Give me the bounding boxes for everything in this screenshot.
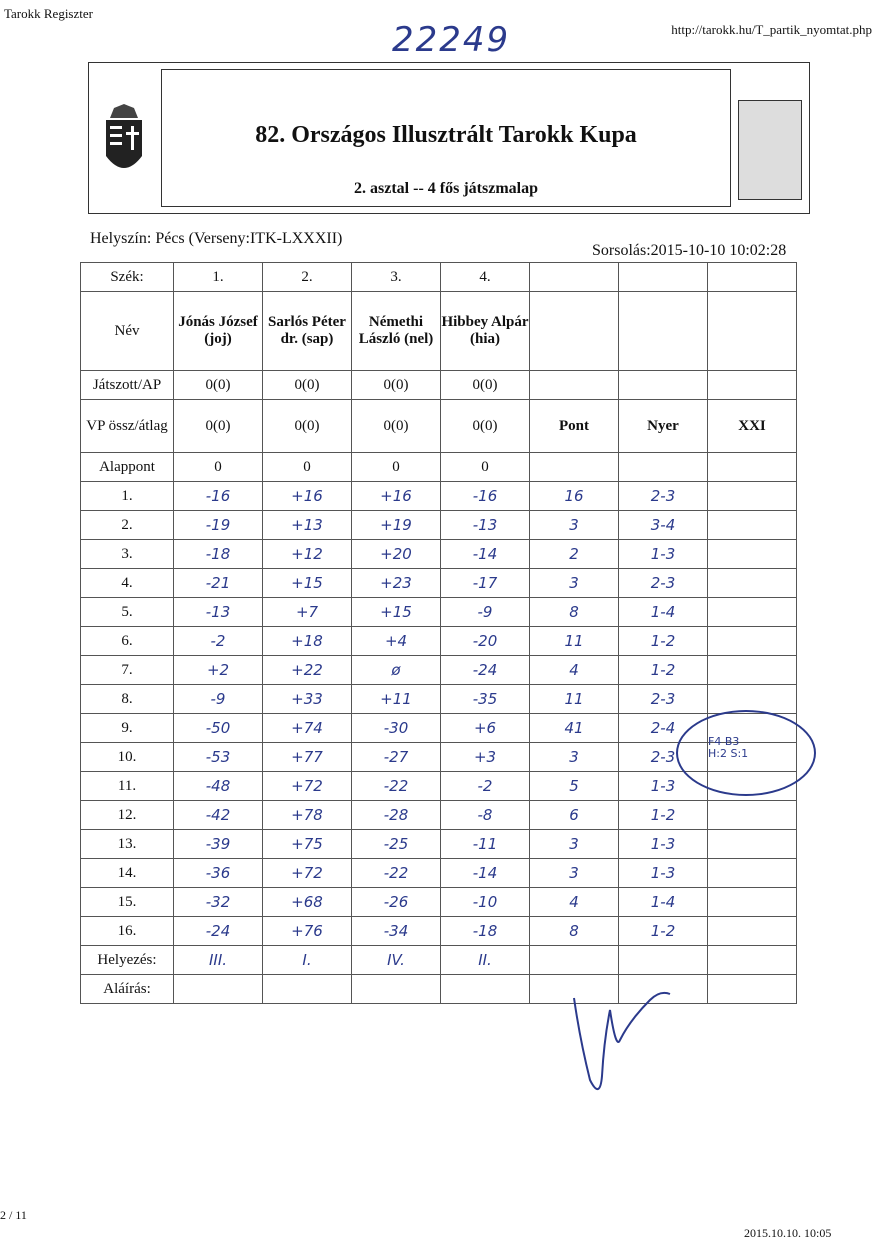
- empty-cell: [530, 453, 619, 482]
- nyer-cell: 1-4: [619, 888, 708, 917]
- venue-label: Helyszín: Pécs (Verseny:ITK-LXXXII): [90, 230, 343, 247]
- score-cell: +33: [263, 685, 352, 714]
- xxi-cell: [708, 859, 797, 888]
- empty-cell: [619, 292, 708, 371]
- pont-cell: 6: [530, 801, 619, 830]
- empty-cell: [619, 453, 708, 482]
- score-cell: -39: [174, 830, 263, 859]
- score-cell: -50: [174, 714, 263, 743]
- xxi-cell: [708, 482, 797, 511]
- score-cell: -9: [441, 598, 530, 627]
- nyer-cell: 2-3: [619, 482, 708, 511]
- pont-cell: 3: [530, 830, 619, 859]
- empty-cell: [619, 371, 708, 400]
- score-cell: +11: [352, 685, 441, 714]
- score-cell: -26: [352, 888, 441, 917]
- round-row: [81, 859, 797, 888]
- score-cell: +22: [263, 656, 352, 685]
- place-row: [81, 946, 797, 975]
- place-cell: II.: [441, 946, 530, 975]
- place-cell: IV.: [352, 946, 441, 975]
- nyer-cell: 1-3: [619, 830, 708, 859]
- empty-cell: [708, 292, 797, 371]
- score-cell: -48: [174, 772, 263, 801]
- pont-cell: 5: [530, 772, 619, 801]
- score-cell: +4: [352, 627, 441, 656]
- round-number: 7.: [81, 656, 174, 685]
- score-cell: -42: [174, 801, 263, 830]
- page-count: 2 / 11: [0, 1208, 27, 1222]
- name-row: [81, 292, 797, 371]
- empty-cell: [708, 371, 797, 400]
- sign-cell: [352, 975, 441, 1004]
- played-cell: 0(0): [352, 371, 441, 400]
- score-cell: -16: [174, 482, 263, 511]
- xxi-header: XXI: [708, 400, 797, 453]
- vp-cell: 0(0): [174, 400, 263, 453]
- score-cell: -35: [441, 685, 530, 714]
- round-number: 2.: [81, 511, 174, 540]
- sign-label: Aláírás:: [81, 975, 174, 1004]
- round-row: [81, 656, 797, 685]
- empty-cell: [530, 263, 619, 292]
- round-row: [81, 598, 797, 627]
- nyer-cell: 2-4: [619, 714, 708, 743]
- vp-cell: 0(0): [441, 400, 530, 453]
- score-cell: -36: [174, 859, 263, 888]
- player-name: Sarlós Péter dr. (sap): [263, 292, 352, 371]
- empty-cell: [708, 453, 797, 482]
- score-cell: -30: [352, 714, 441, 743]
- round-number: 14.: [81, 859, 174, 888]
- score-cell: +6: [441, 714, 530, 743]
- score-cell: -9: [174, 685, 263, 714]
- pont-cell: 16: [530, 482, 619, 511]
- title-panel: [161, 69, 731, 207]
- empty-cell: [530, 946, 619, 975]
- name-label: Név: [81, 292, 174, 371]
- seat-cell: 1.: [174, 263, 263, 292]
- pont-cell: 8: [530, 917, 619, 946]
- score-cell: -18: [174, 540, 263, 569]
- pont-cell: 3: [530, 511, 619, 540]
- player-name: Jónás József (joj): [174, 292, 263, 371]
- round-row: [81, 685, 797, 714]
- score-cell: +72: [263, 772, 352, 801]
- note-line-2: H:2 S:1: [708, 747, 749, 760]
- score-cell: -25: [352, 830, 441, 859]
- seat-label: Szék:: [81, 263, 174, 292]
- pont-cell: 8: [530, 598, 619, 627]
- vp-cell: 0(0): [263, 400, 352, 453]
- score-cell: -13: [174, 598, 263, 627]
- score-table: [80, 262, 797, 1004]
- vp-cell: 0(0): [352, 400, 441, 453]
- round-number: 3.: [81, 540, 174, 569]
- score-cell: -19: [174, 511, 263, 540]
- score-cell: -32: [174, 888, 263, 917]
- xxi-cell: [708, 801, 797, 830]
- vp-row: [81, 400, 797, 453]
- score-cell: -27: [352, 743, 441, 772]
- xxi-cell: [708, 917, 797, 946]
- round-number: 9.: [81, 714, 174, 743]
- nyer-cell: 2-3: [619, 743, 708, 772]
- handwritten-note: [708, 736, 748, 760]
- score-cell: +75: [263, 830, 352, 859]
- round-number: 4.: [81, 569, 174, 598]
- base-cell: 0: [263, 453, 352, 482]
- xxi-cell: [708, 511, 797, 540]
- nyer-header: Nyer: [619, 400, 708, 453]
- signature-icon: [560, 980, 680, 1110]
- title-frame: [88, 62, 810, 214]
- nyer-cell: 1-4: [619, 598, 708, 627]
- pont-cell: 2: [530, 540, 619, 569]
- score-cell: +23: [352, 569, 441, 598]
- player-name: Némethi László (nel): [352, 292, 441, 371]
- nyer-cell: 3-4: [619, 511, 708, 540]
- pont-cell: 41: [530, 714, 619, 743]
- score-cell: ø: [352, 656, 441, 685]
- score-cell: -14: [441, 859, 530, 888]
- sign-cell: [174, 975, 263, 1004]
- seat-cell: 3.: [352, 263, 441, 292]
- score-cell: +13: [263, 511, 352, 540]
- score-cell: -28: [352, 801, 441, 830]
- score-cell: +15: [263, 569, 352, 598]
- seat-cell: 4.: [441, 263, 530, 292]
- empty-cell: [530, 292, 619, 371]
- round-row: [81, 482, 797, 511]
- page-subtitle: 2. asztal -- 4 fős játszmalap: [354, 180, 538, 197]
- xxi-cell: [708, 888, 797, 917]
- round-number: 10.: [81, 743, 174, 772]
- place-cell: III.: [174, 946, 263, 975]
- xxi-cell: [708, 627, 797, 656]
- round-number: 16.: [81, 917, 174, 946]
- nyer-cell: 1-2: [619, 627, 708, 656]
- score-cell: -16: [441, 482, 530, 511]
- tarokk-card-icon: [738, 100, 802, 200]
- round-row: [81, 917, 797, 946]
- score-cell: -10: [441, 888, 530, 917]
- played-cell: 0(0): [441, 371, 530, 400]
- empty-cell: [619, 263, 708, 292]
- pont-header: Pont: [530, 400, 619, 453]
- score-cell: -22: [352, 772, 441, 801]
- app-name: Tarokk Regiszter: [4, 6, 93, 21]
- score-cell: +15: [352, 598, 441, 627]
- score-cell: -21: [174, 569, 263, 598]
- place-cell: I.: [263, 946, 352, 975]
- score-cell: -14: [441, 540, 530, 569]
- played-cell: 0(0): [174, 371, 263, 400]
- score-cell: +2: [174, 656, 263, 685]
- coat-of-arms-icon: [100, 100, 148, 186]
- xxi-cell: [708, 540, 797, 569]
- round-row: [81, 511, 797, 540]
- nyer-cell: 1-3: [619, 540, 708, 569]
- note-line-1: F4 B3: [708, 735, 740, 748]
- vp-label: VP össz/átlag: [81, 400, 174, 453]
- seat-row: [81, 263, 797, 292]
- pont-cell: 3: [530, 743, 619, 772]
- pont-cell: 11: [530, 685, 619, 714]
- score-cell: -2: [441, 772, 530, 801]
- xxi-cell: [708, 685, 797, 714]
- score-cell: +3: [441, 743, 530, 772]
- nyer-cell: 1-3: [619, 772, 708, 801]
- round-number: 15.: [81, 888, 174, 917]
- score-cell: -2: [174, 627, 263, 656]
- xxi-cell: [708, 569, 797, 598]
- played-label: Játszott/AP: [81, 371, 174, 400]
- round-row: [81, 540, 797, 569]
- score-cell: +18: [263, 627, 352, 656]
- nyer-cell: 1-2: [619, 656, 708, 685]
- score-cell: +16: [352, 482, 441, 511]
- empty-cell: [530, 371, 619, 400]
- seat-cell: 2.: [263, 263, 352, 292]
- sign-row: [81, 975, 797, 1004]
- score-cell: -8: [441, 801, 530, 830]
- score-cell: -24: [441, 656, 530, 685]
- score-cell: -17: [441, 569, 530, 598]
- handwritten-number: 22249: [392, 20, 511, 60]
- score-cell: +12: [263, 540, 352, 569]
- played-row: [81, 371, 797, 400]
- pont-cell: 11: [530, 627, 619, 656]
- pont-cell: 4: [530, 888, 619, 917]
- base-label: Alappont: [81, 453, 174, 482]
- round-number: 5.: [81, 598, 174, 627]
- round-number: 12.: [81, 801, 174, 830]
- base-cell: 0: [174, 453, 263, 482]
- base-cell: 0: [441, 453, 530, 482]
- base-row: [81, 453, 797, 482]
- score-cell: -53: [174, 743, 263, 772]
- score-cell: -11: [441, 830, 530, 859]
- round-number: 13.: [81, 830, 174, 859]
- round-row: [81, 627, 797, 656]
- sign-cell: [263, 975, 352, 1004]
- round-number: 1.: [81, 482, 174, 511]
- nyer-cell: 2-3: [619, 569, 708, 598]
- nyer-cell: 1-2: [619, 917, 708, 946]
- score-cell: +16: [263, 482, 352, 511]
- place-label: Helyezés:: [81, 946, 174, 975]
- score-cell: -22: [352, 859, 441, 888]
- empty-cell: [708, 975, 797, 1004]
- round-row: [81, 830, 797, 859]
- player-name: Hibbey Alpár (hia): [441, 292, 530, 371]
- xxi-cell: [708, 830, 797, 859]
- round-row: [81, 801, 797, 830]
- print-datetime: 2015.10.10. 10:05: [744, 1226, 832, 1240]
- score-cell: +78: [263, 801, 352, 830]
- score-cell: -34: [352, 917, 441, 946]
- nyer-cell: 2-3: [619, 685, 708, 714]
- round-row: [81, 569, 797, 598]
- empty-cell: [619, 946, 708, 975]
- sign-cell: [441, 975, 530, 1004]
- score-cell: +76: [263, 917, 352, 946]
- played-cell: 0(0): [263, 371, 352, 400]
- round-number: 8.: [81, 685, 174, 714]
- xxi-cell: [708, 656, 797, 685]
- score-cell: +19: [352, 511, 441, 540]
- xxi-cell: [708, 598, 797, 627]
- nyer-cell: 1-3: [619, 859, 708, 888]
- round-number: 6.: [81, 627, 174, 656]
- base-cell: 0: [352, 453, 441, 482]
- page-title: 82. Országos Illusztrált Tarokk Kupa: [255, 122, 637, 148]
- empty-cell: [708, 263, 797, 292]
- score-cell: +7: [263, 598, 352, 627]
- score-cell: -20: [441, 627, 530, 656]
- score-cell: +74: [263, 714, 352, 743]
- score-cell: +68: [263, 888, 352, 917]
- score-cell: -13: [441, 511, 530, 540]
- source-url: http://tarokk.hu/T_partik_nyomtat.php: [671, 22, 872, 37]
- score-cell: +72: [263, 859, 352, 888]
- score-cell: +20: [352, 540, 441, 569]
- score-cell: +77: [263, 743, 352, 772]
- pont-cell: 3: [530, 569, 619, 598]
- score-cell: -24: [174, 917, 263, 946]
- draw-timestamp: Sorsolás:2015-10-10 10:02:28: [592, 242, 787, 259]
- pont-cell: 4: [530, 656, 619, 685]
- round-row: [81, 888, 797, 917]
- nyer-cell: 1-2: [619, 801, 708, 830]
- empty-cell: [708, 946, 797, 975]
- pont-cell: 3: [530, 859, 619, 888]
- round-number: 11.: [81, 772, 174, 801]
- score-cell: -18: [441, 917, 530, 946]
